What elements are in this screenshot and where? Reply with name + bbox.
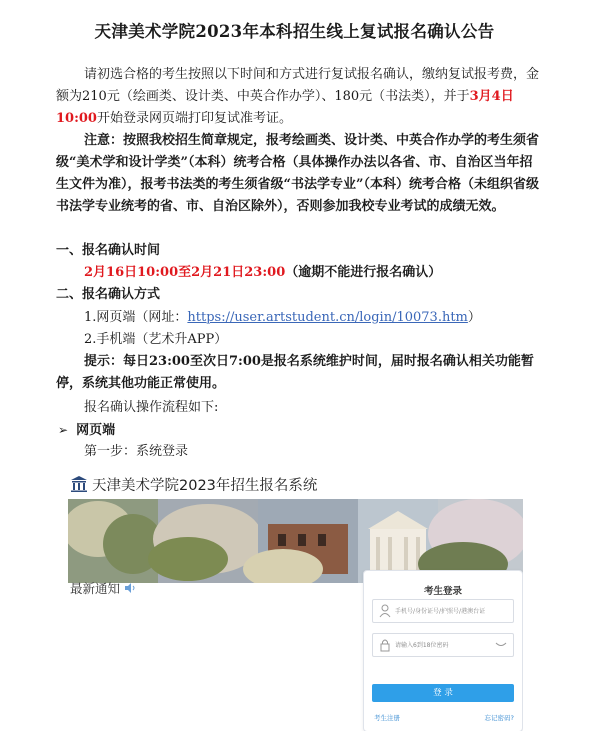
confirm-time [84,262,441,284]
login-title: 考生登录 [423,586,462,597]
password-input[interactable] [372,633,514,657]
maintenance-tip: 提示：每日23:00至次日7:00是报名系统维护时间，届时报名确认相关功能暂停，系统其他功能正常使用。 [56,354,534,391]
web-method-suffix: ） [467,310,481,325]
login-button[interactable]: 登 录 [372,684,514,702]
print-date: 3月4日10:00 [56,89,514,126]
web-method [84,307,481,329]
login-panel [363,570,523,731]
username-input[interactable] [372,599,514,623]
latest-notice[interactable] [70,579,136,597]
login-screenshot [68,470,523,731]
page-title: 天津美术学院2023年本科招生线上复试报名确认公告 [94,22,495,41]
eye-closed-icon[interactable] [495,642,507,648]
system-header [68,470,523,500]
intro-text-a: 请初选合格的考生按照以下时间和方式进行复试报名确认，缴纳复试报考费，金额为210元（绘画类、设计类、中英合作办学）、180元（书法类），并于 [56,67,540,104]
username-placeholder: 手机号/身份证号/护照号/港澳台证 [395,608,486,615]
flow-intro: 报名确认操作流程如下: [84,400,219,415]
web-method-prefix: 1.网页端（网址： [84,310,188,325]
note-paragraph: 注意：按照我校招生简章规定，报考绘画类、设计类、中英合作办学的考生须省级“美术学和设计学类”（本科）统考合格（具体操作办法以各省、市、自治区当年招生文件为准），报考书法类的考生须省级“书法学专业”（本科）统考合格（未组织省级书法学专业统考的省、市、自治区除外），否则参加我校专业考试的成绩无效。 [56,133,540,214]
registration-link[interactable]: https://user.artstudent.cn/login/10073.htm [187,310,468,325]
confirm-time-note: （逾期不能进行报名确认） [285,265,442,280]
intro-paragraph [56,64,539,130]
register-link[interactable]: 考生注册 [374,714,400,722]
section1-heading: 一、报名确认时间 [56,243,161,258]
app-method: 2.手机端（艺术升APP） [84,332,228,347]
latest-notice-label: 最新通知 [70,581,121,596]
lock-icon [379,638,391,652]
system-title: 天津美术学院2023年招生报名系统 [92,478,318,494]
building-logo-icon [70,475,88,493]
intro-text-b: 开始登录网页端打印复试准考证。 [96,111,292,126]
confirm-time-red: 2月16日10:00至2月21日23:00 [84,265,286,280]
user-icon [379,604,391,618]
web-heading-text: 网页端 [76,423,116,438]
password-placeholder: 请输入6到18位密码 [395,642,449,649]
speaker-icon [124,583,136,593]
section2-heading: 二、报名确认方式 [56,287,161,302]
web-heading [58,419,115,442]
forgot-password-link[interactable]: 忘记密码? [484,714,514,722]
arrow-bullet-icon: ➢ [58,423,69,437]
step1: 第一步：系统登录 [84,444,189,459]
